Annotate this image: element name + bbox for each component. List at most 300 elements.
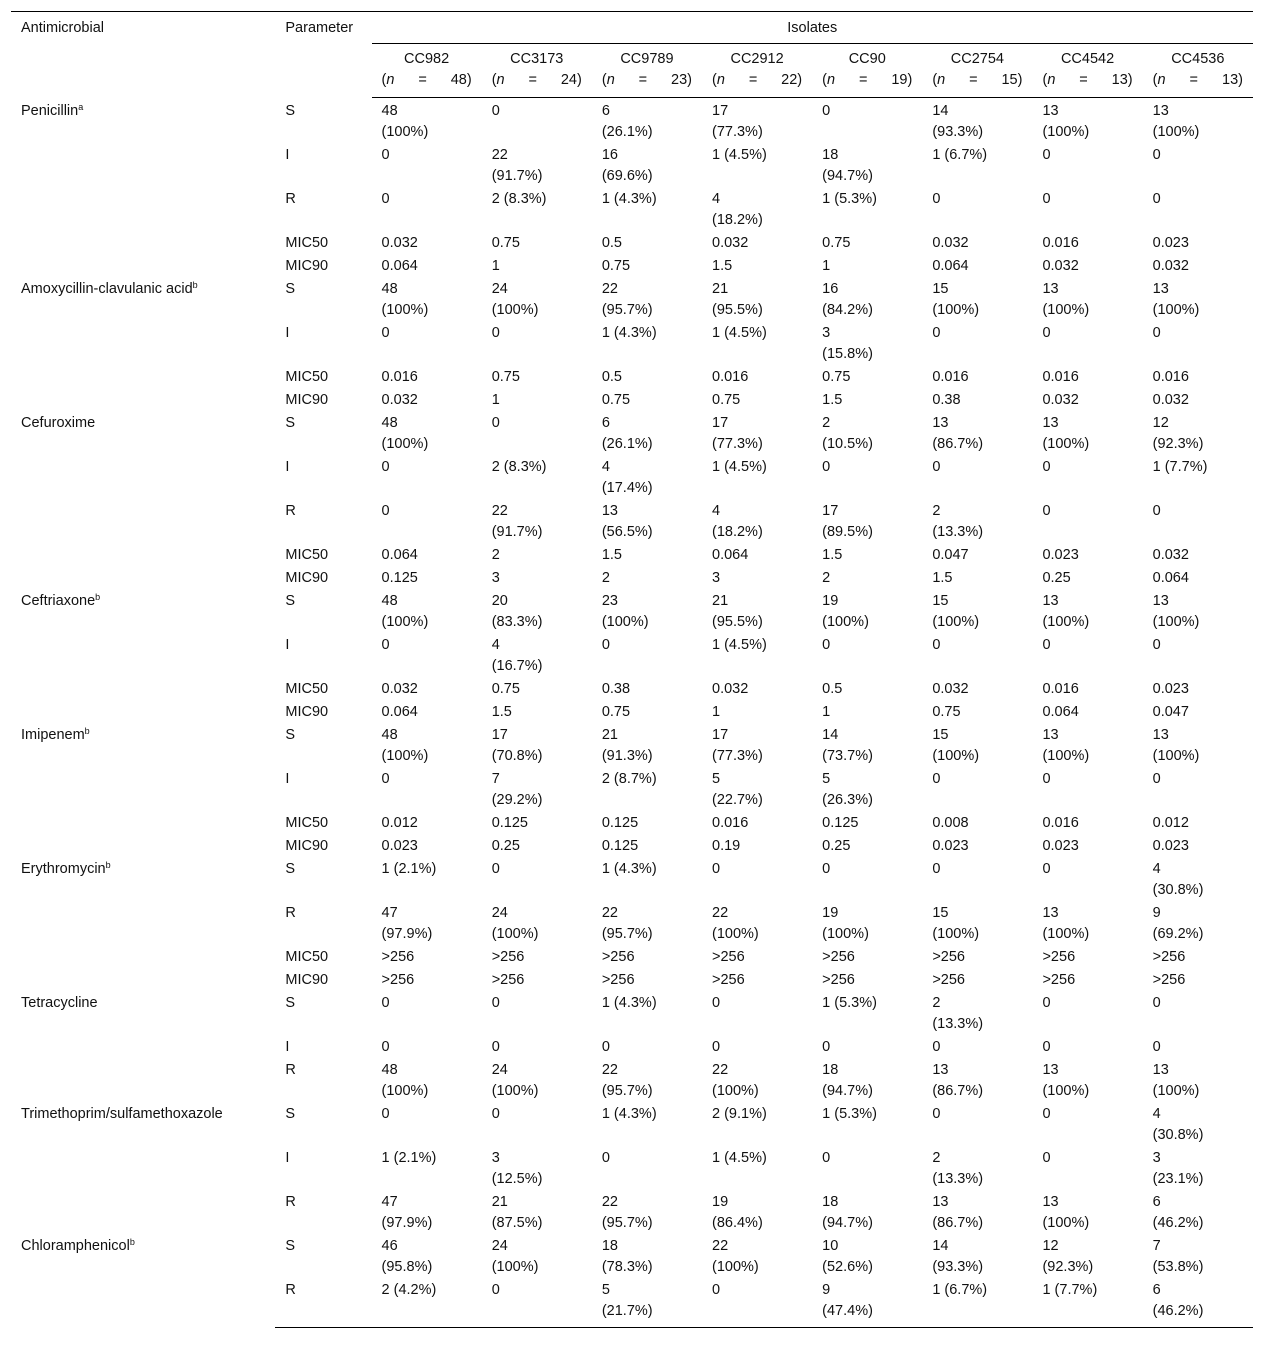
value-line: 0 <box>1152 637 1161 653</box>
value-cell <box>922 232 1032 255</box>
value-line: (100%) <box>1152 302 1200 318</box>
value-line: 0 <box>381 459 390 475</box>
value-cell <box>482 835 592 858</box>
value-line: 2 <box>491 547 500 563</box>
value-cell <box>702 768 812 812</box>
value-line: (91.3%) <box>601 748 653 764</box>
value-line: 1 <box>822 258 831 274</box>
value-cell <box>482 567 592 590</box>
value-cell <box>812 144 922 188</box>
value-cell <box>702 1279 812 1328</box>
antimicrobial-name-text: Trimethoprim/sulfamethoxazole <box>21 1106 223 1122</box>
value-line: 1 (7.7%) <box>1152 459 1208 475</box>
value-cell <box>592 1191 702 1235</box>
value-line: (21.7%) <box>601 1303 653 1319</box>
value-cell <box>482 902 592 946</box>
value-cell <box>812 456 922 500</box>
value-line: (94.7%) <box>822 1083 873 1099</box>
value-line: (13.3%) <box>932 1171 984 1187</box>
value-cell <box>702 456 812 500</box>
value-cell <box>1143 1036 1253 1059</box>
value-cell <box>1143 412 1253 456</box>
value-line: (100%) <box>822 614 869 630</box>
susceptibility-table <box>11 11 1253 1328</box>
value-cell <box>1032 812 1142 835</box>
value-cell <box>922 678 1032 701</box>
value-line: 0 <box>1152 995 1161 1011</box>
value-line: 1.5 <box>822 547 843 563</box>
value-line: 4 <box>491 637 500 653</box>
value-cell <box>1032 969 1142 992</box>
value-line: 13 <box>1042 281 1059 297</box>
value-cell <box>1032 1235 1142 1279</box>
value-cell <box>1143 992 1253 1036</box>
value-cell <box>1143 768 1253 812</box>
value-line: 0.75 <box>822 369 851 385</box>
value-line: 2 (8.3%) <box>491 459 547 475</box>
parameter-cell: MIC50 <box>285 235 329 251</box>
value-cell <box>1143 946 1253 969</box>
group-n-value: 13) <box>1222 72 1243 88</box>
value-line: 15 <box>932 281 949 297</box>
value-cell <box>702 858 812 902</box>
value-cell <box>812 858 922 902</box>
value-line: (30.8%) <box>1152 882 1204 898</box>
value-line: (26.3%) <box>822 792 873 808</box>
value-line: 1 (4.3%) <box>601 995 657 1011</box>
value-line: 0 <box>932 1039 941 1055</box>
value-line: 0.032 <box>1152 258 1189 274</box>
value-cell <box>1032 902 1142 946</box>
value-line: (100%) <box>1042 926 1090 942</box>
value-line: 0 <box>822 637 831 653</box>
value-line: 48 <box>381 415 398 431</box>
value-line: >256 <box>822 972 855 988</box>
group-n-symbol: n <box>606 72 615 88</box>
value-cell <box>702 500 812 544</box>
value-cell <box>1032 412 1142 456</box>
value-cell <box>482 678 592 701</box>
value-cell <box>922 1279 1032 1328</box>
value-cell <box>812 634 922 678</box>
value-cell <box>372 412 482 456</box>
group-n-value: 19) <box>891 72 913 88</box>
value-cell <box>372 1191 482 1235</box>
parameter-cell: I <box>285 459 290 475</box>
value-line: 0 <box>932 459 941 475</box>
value-cell <box>1032 1103 1142 1147</box>
value-cell <box>1032 992 1142 1036</box>
value-line: 0 <box>932 637 941 653</box>
value-line: 6 <box>1152 1194 1161 1210</box>
value-cell <box>1032 858 1142 902</box>
value-line: 0.75 <box>601 258 631 274</box>
value-line: (95.7%) <box>601 1215 653 1231</box>
value-line: 0 <box>1042 1106 1051 1122</box>
parameter-cell: R <box>285 191 296 207</box>
value-line: 4 <box>712 503 721 519</box>
value-line: (100%) <box>932 614 980 630</box>
value-line: 48 <box>381 103 398 119</box>
value-line: (18.2%) <box>712 212 763 228</box>
value-line: 1 (4.5%) <box>712 459 767 475</box>
value-cell <box>702 1191 812 1235</box>
value-cell <box>812 1103 922 1147</box>
value-line: (29.2%) <box>491 792 543 808</box>
value-line: (100%) <box>932 926 980 942</box>
value-line: >256 <box>932 949 965 965</box>
group-header-cc3173 <box>482 44 592 98</box>
value-cell <box>482 590 592 634</box>
value-line: (94.7%) <box>822 168 873 184</box>
value-cell <box>1143 366 1253 389</box>
value-line: (100%) <box>712 926 759 942</box>
parameter-cell: S <box>285 593 296 609</box>
value-cell <box>592 902 702 946</box>
parameter-cell: S <box>285 1106 296 1122</box>
value-line: 0 <box>381 771 390 787</box>
value-line: 0.023 <box>1152 235 1189 251</box>
value-line: 6 <box>1152 1282 1161 1298</box>
value-line: 0 <box>1152 147 1161 163</box>
value-cell <box>922 701 1032 724</box>
value-cell <box>702 835 812 858</box>
value-cell <box>592 1036 702 1059</box>
value-line: (73.7%) <box>822 748 873 764</box>
group-n-open: (n <box>822 72 836 88</box>
value-cell <box>1032 456 1142 500</box>
value-line: (100%) <box>1152 748 1200 764</box>
value-cell <box>592 389 702 412</box>
value-cell <box>922 768 1032 812</box>
value-cell <box>702 701 812 724</box>
group-n-symbol: n <box>937 72 946 88</box>
value-line: 0 <box>932 1106 941 1122</box>
value-cell <box>372 1059 482 1103</box>
parameter-cell: MIC90 <box>285 258 329 274</box>
antimicrobial-name <box>11 858 275 992</box>
value-line: >256 <box>822 949 855 965</box>
value-cell <box>592 835 702 858</box>
value-line: (86.4%) <box>712 1215 763 1231</box>
value-cell <box>592 678 702 701</box>
value-cell <box>702 255 812 278</box>
value-line: 24 <box>491 1238 508 1254</box>
footnote-marker: a <box>78 101 84 112</box>
value-cell <box>372 768 482 812</box>
value-line: (89.5%) <box>822 524 873 540</box>
value-cell <box>922 1103 1032 1147</box>
value-line: 0.032 <box>712 235 749 251</box>
value-line: 23 <box>601 593 618 609</box>
value-cell <box>702 946 812 969</box>
parameter-cell: R <box>275 1279 371 1328</box>
value-line: 0.25 <box>822 838 851 854</box>
value-line: 24 <box>491 1062 508 1078</box>
value-cell <box>372 188 482 232</box>
value-line: 1 (4.3%) <box>601 325 657 341</box>
value-line: 0.25 <box>491 838 520 854</box>
value-cell <box>922 724 1032 768</box>
value-cell <box>922 858 1032 902</box>
value-line: (56.5%) <box>601 524 653 540</box>
value-cell <box>482 812 592 835</box>
value-line: 9 <box>1152 905 1161 921</box>
value-line: (100%) <box>1042 1083 1090 1099</box>
parameter-cell: MIC90 <box>285 838 329 854</box>
value-cell <box>812 567 922 590</box>
value-line: 19 <box>712 1194 729 1210</box>
value-cell <box>1143 902 1253 946</box>
value-line: 0 <box>381 995 390 1011</box>
value-line: (100%) <box>491 1259 539 1275</box>
value-line: 0 <box>491 103 500 119</box>
value-cell <box>922 98 1032 145</box>
value-line: 24 <box>491 281 508 297</box>
value-line: 19 <box>822 593 839 609</box>
value-line: >256 <box>1042 972 1076 988</box>
parameter-cell: MIC90 <box>285 570 329 586</box>
value-cell <box>812 232 922 255</box>
value-cell <box>1032 946 1142 969</box>
antimicrobial-name <box>11 992 275 1103</box>
value-cell <box>482 412 592 456</box>
parameter-cell: MIC90 <box>285 392 329 408</box>
value-line: (17.4%) <box>601 480 653 496</box>
value-line: 2 <box>932 1150 941 1166</box>
value-line: 0.75 <box>491 369 520 385</box>
value-cell <box>372 544 482 567</box>
group-header-cc90 <box>812 44 922 98</box>
group-cc-label: CC2754 <box>950 51 1004 67</box>
value-line: 0 <box>491 995 500 1011</box>
value-cell <box>592 322 702 366</box>
value-line: 0 <box>491 325 500 341</box>
value-cell <box>592 278 702 322</box>
parameter-cell: I <box>285 325 290 341</box>
value-cell <box>1032 98 1142 145</box>
value-cell <box>372 1147 482 1191</box>
value-line: 0 <box>1152 771 1161 787</box>
value-cell <box>922 969 1032 992</box>
value-cell <box>592 366 702 389</box>
parameter-cell: MIC50 <box>285 949 329 965</box>
value-cell <box>922 902 1032 946</box>
value-line: (97.9%) <box>381 1215 433 1231</box>
value-cell <box>1032 835 1142 858</box>
value-cell <box>372 278 482 322</box>
value-line: 0 <box>381 1039 390 1055</box>
group-n-symbol: n <box>496 72 505 88</box>
parameter-cell: S <box>285 102 296 119</box>
value-line: 3 <box>491 570 500 586</box>
value-cell <box>702 389 812 412</box>
value-line: 13 <box>1152 103 1169 119</box>
antimicrobial-name <box>11 412 275 590</box>
value-cell <box>922 500 1032 544</box>
value-line: 1 <box>491 392 500 408</box>
value-line: 0.125 <box>491 815 528 831</box>
value-line: 13 <box>1152 281 1169 297</box>
value-cell <box>372 366 482 389</box>
value-line: 1 (2.1%) <box>381 1150 437 1166</box>
value-cell <box>372 255 482 278</box>
value-cell <box>372 1103 482 1147</box>
value-line: 18 <box>822 147 839 163</box>
value-line: 0.064 <box>381 258 418 274</box>
value-cell <box>812 1059 922 1103</box>
value-line: 2 (9.1%) <box>712 1106 767 1122</box>
value-line: 0 <box>1042 637 1051 653</box>
value-cell <box>592 456 702 500</box>
value-cell <box>592 812 702 835</box>
value-cell <box>702 98 812 145</box>
group-n-value: 48) <box>450 72 472 88</box>
value-line: 1 (4.3%) <box>601 191 657 207</box>
value-line: 21 <box>712 593 729 609</box>
value-line: (100%) <box>381 1083 429 1099</box>
value-cell <box>1143 1235 1253 1279</box>
value-cell <box>482 98 592 145</box>
group-n-value: 13) <box>1111 72 1133 88</box>
value-line: 0.032 <box>932 235 969 251</box>
value-line: 0.032 <box>1152 547 1189 563</box>
antimicrobial-name-text: Amoxycillin-clavulanic acid <box>21 281 193 297</box>
value-line: 15 <box>932 593 949 609</box>
value-cell <box>812 902 922 946</box>
value-cell <box>592 412 702 456</box>
value-line: (77.3%) <box>712 124 763 140</box>
value-line: 16 <box>601 147 618 163</box>
value-line: 0.016 <box>1042 815 1079 831</box>
value-line: 0 <box>712 1282 721 1298</box>
value-line: 22 <box>601 281 618 297</box>
value-cell <box>1143 634 1253 678</box>
value-line: 0 <box>1042 459 1051 475</box>
value-line: (86.7%) <box>932 1083 984 1099</box>
value-line: (46.2%) <box>1152 1215 1204 1231</box>
value-cell <box>372 456 482 500</box>
value-line: 18 <box>822 1194 839 1210</box>
value-line: (100%) <box>932 302 980 318</box>
value-line: (70.8%) <box>491 748 543 764</box>
value-line: 12 <box>1042 1238 1059 1254</box>
value-line: 22 <box>712 1238 729 1254</box>
value-line: 17 <box>491 727 508 743</box>
value-cell <box>1143 278 1253 322</box>
value-line: 1 (7.7%) <box>1042 1282 1098 1298</box>
value-cell <box>482 634 592 678</box>
value-line: 1 (6.7%) <box>932 1282 988 1298</box>
value-line: 9 <box>822 1282 831 1298</box>
value-cell <box>702 322 812 366</box>
value-line: (23.1%) <box>1152 1171 1204 1187</box>
value-line: (26.1%) <box>601 436 653 452</box>
value-line: 1 <box>712 704 721 720</box>
antimicrobial-name <box>11 1235 275 1328</box>
value-line: 0.032 <box>1042 392 1079 408</box>
value-line: (30.8%) <box>1152 1127 1204 1143</box>
antimicrobial-name <box>11 724 275 858</box>
parameter-cell: R <box>285 503 296 519</box>
value-cell <box>592 544 702 567</box>
value-line: (86.7%) <box>932 436 984 452</box>
value-cell <box>592 1279 702 1328</box>
value-line: 4 <box>1152 1106 1161 1122</box>
group-cc-label: CC4536 <box>1171 51 1225 67</box>
parameter-cell: I <box>285 771 290 787</box>
value-line: 0.125 <box>822 815 859 831</box>
group-n-equals: = <box>1079 72 1088 88</box>
value-line: 0 <box>1042 995 1051 1011</box>
value-cell <box>482 946 592 969</box>
group-header-cc4536 <box>1143 44 1253 98</box>
value-line: 0 <box>491 415 500 431</box>
group-n-equals: = <box>1189 72 1199 88</box>
value-line: 0 <box>932 771 941 787</box>
value-cell <box>372 322 482 366</box>
value-line: 13 <box>932 1062 949 1078</box>
value-cell <box>592 590 702 634</box>
value-cell <box>812 969 922 992</box>
value-cell <box>592 992 702 1036</box>
value-line: 0 <box>822 103 831 119</box>
value-line: 2 (8.7%) <box>601 771 657 787</box>
value-line: 47 <box>381 1194 398 1210</box>
value-line: (93.3%) <box>932 1259 984 1275</box>
value-line: 0.25 <box>1042 570 1071 586</box>
value-line: 0.032 <box>712 681 749 697</box>
value-line: 18 <box>601 1238 618 1254</box>
value-line: 0.016 <box>1042 235 1079 251</box>
table-body <box>11 98 1253 1328</box>
value-line: (95.7%) <box>601 926 653 942</box>
value-line: 21 <box>491 1194 508 1210</box>
group-n-value: 23) <box>671 72 692 88</box>
value-line: 0.064 <box>381 547 418 563</box>
group-n-symbol: n <box>827 72 836 88</box>
value-line: 21 <box>601 727 618 743</box>
value-line: 0 <box>932 191 941 207</box>
value-line: (100%) <box>932 748 980 764</box>
value-line: 0 <box>1152 1039 1161 1055</box>
group-n-equals: = <box>528 72 537 88</box>
value-line: 0.016 <box>712 815 749 831</box>
value-cell <box>812 992 922 1036</box>
value-line: (100%) <box>1042 614 1090 630</box>
value-line: 3 <box>1152 1150 1161 1166</box>
group-n-label <box>712 70 802 91</box>
value-cell <box>482 366 592 389</box>
group-n-label <box>492 70 582 91</box>
parameter-cell: R <box>285 1194 296 1210</box>
value-line: 17 <box>712 415 729 431</box>
value-cell <box>812 1191 922 1235</box>
value-cell <box>372 812 482 835</box>
value-cell <box>482 278 592 322</box>
value-cell <box>482 255 592 278</box>
value-cell <box>922 634 1032 678</box>
value-cell <box>1143 1279 1253 1328</box>
value-cell <box>372 590 482 634</box>
value-cell <box>1032 1147 1142 1191</box>
value-line: 17 <box>712 727 729 743</box>
value-cell <box>922 992 1032 1036</box>
antimicrobial-name-text: Cefuroxime <box>21 415 96 431</box>
value-cell <box>812 590 922 634</box>
value-cell <box>482 144 592 188</box>
value-line: (95.5%) <box>712 302 763 318</box>
